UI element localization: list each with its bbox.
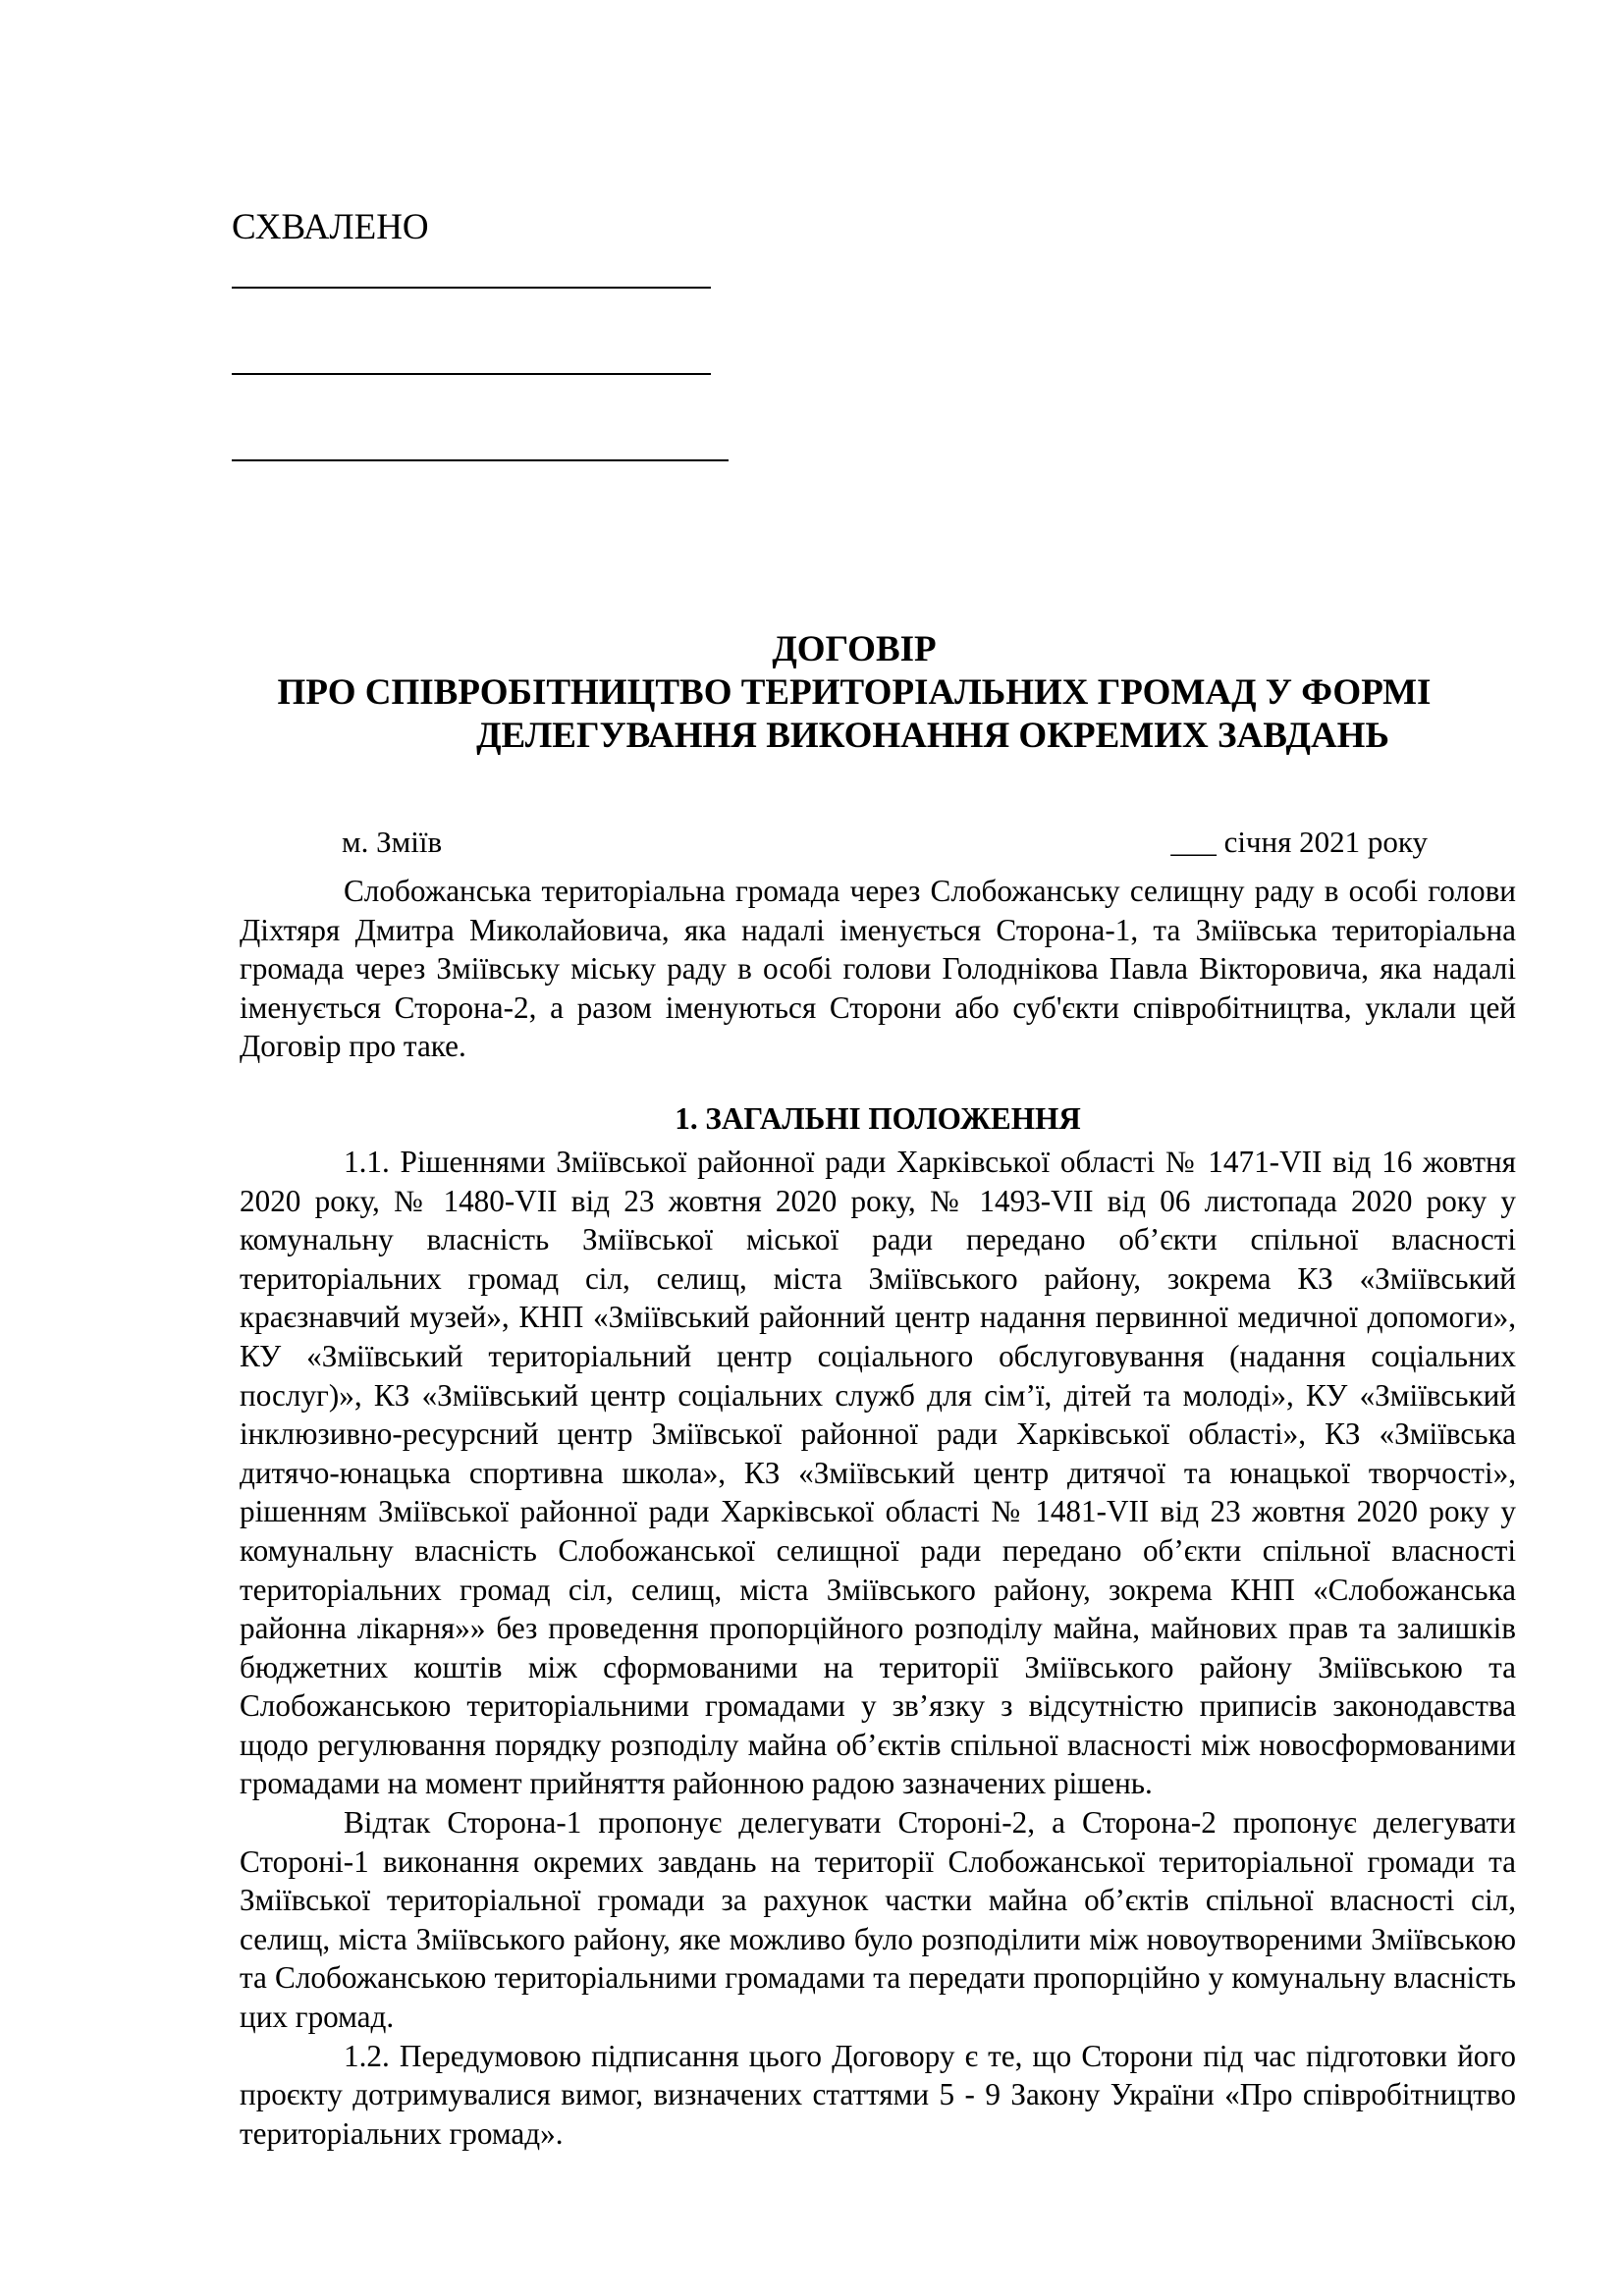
signing-date: ___ січня 2021 року — [1170, 825, 1428, 859]
approval-title: СХВАЛЕНО — [232, 207, 429, 247]
heading-subtitle-line2: ДЕЛЕГУВАННЯ ВИКОНАННЯ ОКРЕМИХ ЗАВДАНЬ — [476, 716, 1389, 756]
signature-line — [232, 373, 711, 375]
document-body — [240, 872, 1516, 2153]
section-title: 1. ЗАГАЛЬНІ ПОЛОЖЕННЯ — [675, 1100, 1081, 1136]
document-heading — [232, 628, 1477, 758]
heading-title: ДОГОВІР — [772, 629, 937, 669]
intro-paragraph: Слобожанська територіальна громада через Слобожанську селищну раду в особі голови Діхтяря Дмитра Миколайовича, яка надалі іменується Сторона-1, та Зміївська територіальна громада через Зміївську міську раду в особі голови Голоднікова Павла Вікторовича, яка надалі іменується Сторона-2, а разом іменуються Сторони або суб'єкти співробітництва, уклали цей Договір про таке. — [240, 874, 1516, 1064]
place-of-signing: м. Зміїв — [342, 825, 443, 859]
signature-line — [232, 287, 711, 289]
signature-line — [232, 459, 729, 461]
paragraph-1-2: 1.2. Передумовою підписання цього Договору є те, що Сторони під час підготовки його проєкту дотримувалися вимог, визначених статтями 5 - 9 Закону України «Про співробітництво територіальних громад». — [240, 2038, 1516, 2151]
heading-subtitle-line1: ПРО СПІВРОБІТНИЦТВО ТЕРИТОРІАЛЬНИХ ГРОМАД У ФОРМІ — [277, 672, 1432, 713]
paragraph-1-1-continued: Відтак Сторона-1 пропонує делегувати Стороні-2, а Сторона-2 пропонує делегувати Стороні-1 виконання окремих завдань на території Слобожанської територіальної громади та Зміївської територіальної громади за рахунок частки майна об’єктів спільної власності сіл, селищ, міста Зміївського району, яке можливо було розподілити між новоутвореними Зміївською та Слобожанською територіальними громадами та передати пропорційно у комунальну власність цих громад. — [240, 1805, 1516, 2035]
paragraph-1-1: 1.1. Рішеннями Зміївської районної ради Харківської області № 1471-VII від 16 жовтня 2020 року, № 1480-VII від 23 жовтня 2020 року, № 1493-VII від 06 листопада 2020 року у комунальну власність Зміївської міської ради передано об’єкти спільної власності територіальних громад сіл, селищ, міста Зміївського району, зокрема КЗ «Зміївський краєзнавчий музей», КНП «Зміївський районний центр надання первинної медичної допомоги», КУ «Зміївський територіальний центр соціального обслуговування (надання соціальних послуг)», КЗ «Зміївський центр соціальних служб для сім’ї, дітей та молоді», КУ «Зміївський інклюзивно-ресурсний центр Зміївської районної ради Харківської області», КЗ «Зміївська дитячо-юнацька спортивна школа», КЗ «Зміївський центр дитячої та юнацької творчості», рішенням Зміївської районної ради Харківської області № 1481-VII від 23 жовтня 2020 року у комунальну власність Слобожанської селищної ради передано об’єкти спільної власності територіальних громад сіл, селищ, міста Зміївського району, зокрема КНП «Слобожанська районна лікарня»» без проведення пропорційного розподілу майна, майнових прав та залишків бюджетних коштів між сформованими на території Зміївського району Зміївською та Слобожанською територіальними громадами у зв’язку з відсутністю приписів законодавства щодо регулювання порядку розподілу майна об’єктів спільної власності між новосформованими громадами на момент прийняття районною радою зазначених рішень. — [240, 1144, 1516, 1801]
approval-block — [232, 206, 729, 461]
